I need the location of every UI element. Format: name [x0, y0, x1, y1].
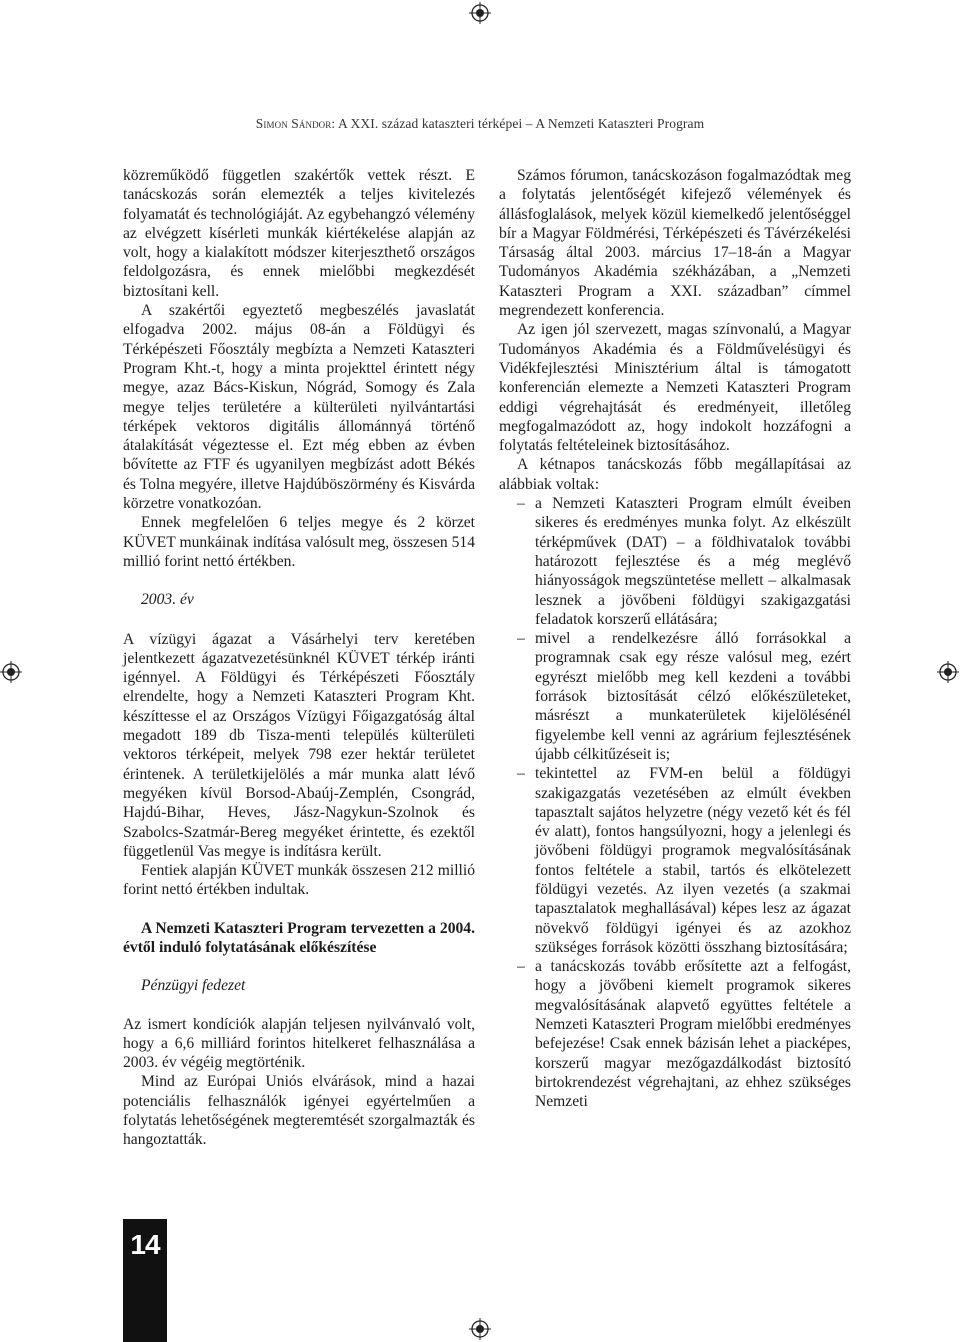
left-paragraph-1: közreműködő független szakértők vettek részt. E tanácskozás során elemezték a teljes kivitelezés folyamatát és technológiáját. Az egybehangzó vélemény az elvégzett kísérleti munkák kiértékelése alapján az volt, hogy a kialakított módszer kiterjeszthető országos feldolgozásra, és ennek mielőbbi megkezdését biztosítani kell.	[123, 167, 475, 300]
left-paragraph-4: A vízügyi ágazat a Vásárhelyi terv keretében jelentkezett ágazatvezetésünknél KÜVET térkép iránti igénnyel. A Földügyi és Térképészeti Főosztály elrendelte, hogy a Nemzeti Kataszteri Program Kht. készíttesse el az Országos Vízügyi Főigazgatóság által megadott 189 db Tisza-menti település külterületi vektoros térképeit, melyek 798 ezer hektár területet érintenek. A területkijelölés a már munka alatt lévő megyéken kívül Borsod-Abaúj-Zemplén, Csongrád, Hajdú-Bihar, Heves, Jász-Nagykun-Szolnok és Szabolcs-Szatmár-Bereg megyéket érintette, és ezektől függetlenül Vas megye is indításra került.	[123, 630, 475, 860]
section-heading: A Nemzeti Kataszteri Program tervezetten a 2004. évtől induló folytatásának előkészítése	[123, 919, 475, 956]
right-paragraph-1: Számos fórumon, tanácskozáson fogalmazódtak meg a folytatás jelentőségét kifejező vélemények és állásfoglalások, melyek közül kiemelkedő jelentőséggel bír a Magyar Földmérési, Térképészeti és Távérzékelési Társaság által 2003. március 17–18-án a Magyar Tudományos Akadémia székházában, a „Nemzeti Kataszteri Program a XXI. században” címmel megrendezett konferencia.	[499, 167, 851, 320]
left-paragraph-5: Fentiek alapján KÜVET munkák összesen 212 millió forint nettó értékben indultak.	[123, 862, 475, 899]
findings-list	[499, 494, 851, 1112]
left-paragraph-7: Mind az Európai Uniós elvárások, mind a hazai potenciális felhasználók igényei egyértelműen a folytatás lehetőségének megteremtését szorgalmazták és hangoztatták.	[123, 1073, 475, 1149]
finance-heading: Pénzügyi fedezet	[141, 977, 246, 995]
left-paragraph-2: A szakértői egyeztető megbeszélés javaslatát elfogadva 2002. május 08-án a Földügyi és Térképészeti Főosztály megbízta a Nemzeti Kataszteri Program Kht.-t, hogy a minta projekttel érintett négy megye, azaz Bács-Kiskun, Nógrád, Somogy és Zala megye teljes területére a külterületi nyilvántartási térképek vektoros digitális állománnyá történő átalakítását végeztesse el. Ezt még ebben az évben bővítette az FTF és ugyanilyen megbízást adott Békés és Tolna megyére, illetve Hajdúböszörmény és Kisvárda körzetre vonatkozóan.	[123, 302, 475, 513]
registration-mark-bottom-icon	[469, 1318, 491, 1340]
registration-mark-right-icon	[937, 661, 959, 683]
left-column	[123, 166, 475, 1150]
registration-mark-top-icon	[469, 2, 491, 24]
right-paragraph-3: A kétnapos tanácskozás főbb megállapításai az alábbiak voltak:	[499, 456, 851, 493]
running-header	[0, 116, 960, 132]
registration-mark-left-icon	[0, 661, 22, 683]
list-item: – mivel a rendelkezésre álló forrásokkal a programnak csak egy része valósul meg, ezért egyrészt mielőbb meg kell kezdeni a további források biztosítását célzó előkészületeket, másrészt a munkaterületek kijelölésénél figyelembe kell venni az agrárium fejlesztésének újabb célkitűzéseit is;	[499, 629, 851, 764]
page-number: 14	[130, 1229, 160, 1260]
year-heading: 2003. év	[141, 591, 194, 609]
left-paragraph-6: Az ismert kondíciók alapján teljesen nyilvánvaló volt, hogy a 6,6 milliárd forintos hitelkeret felhasználása a 2003. év végéig megtörténik.	[123, 1015, 475, 1072]
list-item: – a Nemzeti Kataszteri Program elmúlt éveiben sikeres és eredményes munka folyt. Az elkészült térképművek (DAT) – a földhivatalok további határozott fejlesztése és a még meglévő hiányosságok megszüntetése mellett – alkalmasak lesznek a jövőbeni földügyi szakigazgatási feladatok korszerű ellátására;	[499, 494, 851, 629]
header-author: Simon Sándor	[255, 116, 332, 131]
right-paragraph-2: Az igen jól szervezett, magas színvonalú, a Magyar Tudományos Akadémia és a Földművelésügyi és Vidékfejlesztési Minisztérium által is támogatott konferencián elemezte a Nemzeti Kataszteri Program eddigi végrehajtását és eredményeit, illetőleg megfogalmazódott az, hogy indokolt hozzáfogni a folytatás feltételeinek biztosításához.	[499, 321, 851, 455]
list-item: – tekintettel az FVM-en belül a földügyi szakigazgatás vezetésében az elmúlt években tapasztalt sajátos helyzetre (négy vezető két és fél év alatt), fontos hangsúlyozni, hogy a jelenlegi és jövőbeni földügyi programok megvalósításának fontos feltétele a stabil, tartós és elkötelezett földügyi vezetés. Az ilyen vezetés (a szakmai tapasztalatok meghallásával) képes lesz az ágazat növekvő földügyi igényei és az azokhoz szükséges források közötti összhang biztosítására;	[499, 764, 851, 957]
list-item: – a tanácskozás tovább erősítette azt a felfogást, hogy a jövőbeni kiemelt programok sikeres megvalósításának alapvető együttes feltétele a Nemzeti Kataszteri Program mielőbbi eredményes befejezése! Csak ennek bázisán lehet a piacképes, korszerű magyar mezőgazdálkodást biztosító birtokrendezést végrehajtani, az ehhez szükséges Nemzeti	[499, 957, 851, 1111]
page-number-tab	[123, 1219, 167, 1342]
right-column	[499, 166, 851, 1112]
left-paragraph-3: Ennek megfelelően 6 teljes megye és 2 körzet KÜVET munkáinak indítása valósult meg, összesen 514 millió forint nettó értékben.	[123, 514, 475, 570]
header-title: : A XXI. század kataszteri térképei – A Nemzeti Kataszteri Program	[331, 116, 705, 131]
